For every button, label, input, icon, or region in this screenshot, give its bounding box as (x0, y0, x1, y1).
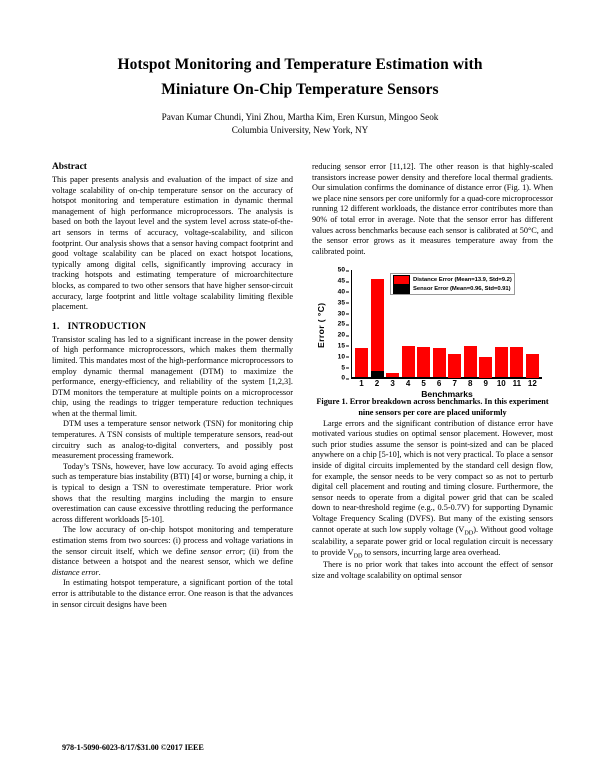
bar-segment-distance-error (495, 347, 508, 377)
p4-part-c: . (98, 567, 101, 577)
p4-part-a: The low accuracy of on-chip hotspot monitoring and temperature estimation stems from two sources: (i) process and voltage variations in the sensor circuit itself, which we define (52, 525, 293, 556)
two-column-body (0, 162, 600, 610)
intro-paragraph-1: Transistor scaling has led to a significant increase in the power density of high performance microprocessors, which makes them thermally limited. This mandates most of the high-performance microprocessors to employ dynamic thermal management (DTM) to maximize the performance, energy-efficiency, and reliability of the system [1,2,3]. DTM monitors the temperature at multiple points on a microprocessor chip, using the readings to trigger temperature reduction techniques when at the thermal limit. (52, 334, 293, 418)
chart-x-tick: 10 (496, 379, 506, 389)
chart-y-axis-ticks (328, 266, 348, 382)
title-block (0, 0, 600, 137)
affiliation: Columbia University, New York, NY (231, 125, 369, 136)
bar-segment-distance-error (433, 348, 446, 377)
bar-segment-sensor-error (495, 377, 508, 379)
chart-legend-item (393, 284, 512, 293)
chart-y-tick: 20 (337, 331, 345, 339)
intro-paragraph-5: In estimating hotspot temperature, a significant portion of the total error is attributable to the distance error. One reason is that the advances in sensor circuit designs have been (52, 578, 293, 609)
bar-segment-sensor-error (371, 371, 384, 379)
chart-x-tick: 11 (512, 379, 522, 389)
chart-plot-area (312, 264, 553, 400)
chart-y-tick: 15 (337, 342, 345, 350)
bar-segment-distance-error (479, 357, 492, 378)
bar-segment-distance-error (371, 279, 384, 371)
chart-x-axis-ticks (352, 379, 542, 388)
title-line-2: Miniature On-Chip Temperature Sensors (161, 81, 439, 99)
legend-label: Distance Error (Mean=13.9, Std=9.2) (413, 276, 512, 283)
chart-bar (526, 270, 539, 378)
bar-segment-distance-error (464, 346, 477, 376)
intro-paragraph-8: There is no prior work that takes into account the effect of sensor size and voltage scalability on optimal sensor (312, 560, 553, 580)
figure-caption: Figure 1. Error breakdown across benchmarks. In this experiment nine sensors per core are placed uniformly (316, 397, 549, 417)
figure-1 (312, 264, 553, 418)
p7-part-c: to sensors, incurring large area overhead. (362, 547, 501, 557)
chart-y-tick: 10 (337, 353, 345, 361)
chart-x-tick: 9 (483, 379, 488, 389)
bar-segment-sensor-error (510, 377, 523, 379)
right-column (312, 162, 553, 610)
bar-segment-distance-error (402, 346, 415, 376)
chart-x-axis-label: Benchmarks (421, 389, 473, 400)
chart-x-tick: 1 (359, 379, 364, 389)
section-number: 1. (52, 321, 60, 332)
bar-segment-sensor-error (433, 377, 446, 378)
chart-y-tick: 45 (337, 277, 345, 285)
chart-x-tick: 6 (436, 379, 442, 389)
bar-segment-distance-error (355, 348, 368, 377)
p4-italic-distance-error: distance error (52, 567, 99, 577)
bar-segment-sensor-error (355, 377, 368, 378)
author-list: Pavan Kumar Chundi, Yini Zhou, Martha Kim, Eren Kursun, Mingoo Seok (161, 112, 439, 123)
chart-legend-item (393, 275, 512, 284)
page-title (62, 52, 538, 102)
chart-x-tick: 2 (374, 379, 380, 389)
bar-segment-distance-error (526, 354, 539, 378)
bar-segment-sensor-error (386, 377, 399, 379)
chart-x-tick: 12 (527, 379, 537, 389)
bar-segment-distance-error (417, 347, 430, 377)
abstract-text: This paper presents analysis and evaluation of the impact of size and voltage scalability of on-chip temperature sensor on the accuracy of hotspot monitoring and temperature estimation in dynamic thermal management of high performance microprocessors. The analysis is based on both the layout level and the system level across state-of-the-art sensors in terms of accuracy, voltage-scalability, and silicon footprint. Our analysis shows that a sensor having compact footprint and good voltage scalability can be placed on exact hotspot locations, typically among digital cells, significantly improving accuracy in tracking hotspots and estimating temperature of microarchitecture blocks, as compared to two other sensors that have higher sensor-circuit accuracy, large footprint and little voltage scalability limiting flexible placement. (52, 175, 293, 312)
chart-x-tick: 7 (452, 379, 457, 389)
legend-label: Sensor Error (Mean=0.96, Std=0.91) (413, 285, 511, 292)
section-title: INTRODUCTION (67, 321, 147, 332)
chart-y-tick: 35 (337, 299, 345, 307)
intro-paragraph-4 (52, 525, 293, 578)
chart-y-tick: 40 (337, 288, 345, 296)
chart-x-tick: 8 (467, 379, 473, 389)
intro-paragraph-2: DTM uses a temperature sensor network (TSN) for monitoring chip temperatures. A TSN consists of multiple temperature sensors, read-out circuitry such as analog-to-digital converters, and possibly post measurement processing framework. (52, 419, 293, 461)
copyright-footer: 978-1-5090-6023-8/17/$31.00 ©2017 IEEE (62, 743, 204, 752)
chart-x-tick: 3 (390, 379, 395, 389)
bar-segment-sensor-error (448, 378, 461, 379)
chart-y-tick: 50 (337, 266, 345, 274)
chart-y-tick: 30 (337, 310, 345, 318)
p4-italic-sensor-error: sensor error (200, 546, 243, 556)
intro-paragraph-6: reducing sensor error [11,12]. The other reason is that highly-scaled transistors increase power density and therefore local thermal gradients. Our simulation confirms the dominance of distance error (Fig. 1). When we place nine sensors per core uniformly for a quad-core microprocessor running 12 different workloads, the distance error contributes more than 90% of total error in average. Note that the sensor error has different values across benchmarks because each sensor is calibrated at 50°C, and the sensor error grows as it measures temperature away from the calibrated point. (312, 162, 553, 256)
error-breakdown-chart (312, 264, 553, 400)
chart-x-tick: 5 (421, 379, 426, 389)
chart-y-tick: 25 (337, 320, 345, 328)
introduction-heading (52, 322, 293, 332)
chart-legend (390, 273, 515, 295)
bar-segment-sensor-error (417, 377, 430, 379)
chart-bar (355, 270, 368, 378)
title-line-1: Hotspot Monitoring and Temperature Estimation with (117, 56, 483, 73)
chart-y-tick: 5 (341, 364, 345, 372)
legend-color-swatch (393, 284, 410, 294)
chart-y-axis-label: Error ( °C) (316, 302, 326, 349)
bar-segment-distance-error (510, 347, 523, 376)
p7-subscript-vdd-2: DD (353, 552, 363, 560)
p7-subscript-vdd-1: DD (464, 529, 474, 537)
chart-bar (371, 270, 384, 378)
bar-segment-sensor-error (402, 377, 415, 379)
bar-segment-sensor-error (464, 377, 477, 379)
bar-segment-distance-error (448, 354, 461, 378)
chart-x-tick: 4 (405, 379, 411, 389)
left-column (52, 162, 293, 610)
intro-paragraph-7 (312, 419, 553, 561)
p7-part-b: ). Without good voltage scalability, a separate power grid or local regulation circuit is necessary to provide V (312, 524, 553, 557)
abstract-heading: Abstract (52, 162, 87, 172)
chart-y-tick: 0 (341, 374, 345, 382)
p7-part-a: Large errors and the significant contribution of distance error have motivated various studies on optimal sensor placement. However, most such prior studies assume the sensor is point-sized and can be placed anywhere on a chip [5-10], which is not very practical. To place a sensor inside of digital circuits implemented by the standard cell design flow, for example, the sensor needs to be very compact so as not to perturb digital cell placement and routing and timing closure. Furthermore, the sensor needs to operate from a digital power grid that can be scaled down to near-threshold regime (e.g., 0.5-0.7V) for supporting Dynamic Voltage Frequency Scaling (DVFS). But many of the existing sensors cannot operate at such low supply voltage (V (312, 418, 553, 534)
intro-paragraph-3: Today’s TSNs, however, have low accuracy. To avoid aging effects such as temperature bias instability (BTI) [4] or worse, burning a chip, it is typical to design a TSN to overestimate temperature. Prior work shows that the resulting margins including the margin to ensure overestimation can cause excessive throttling reducing the performance across different workloads [5-10]. (52, 461, 293, 524)
p4-part-b: ; (ii) from the distance between a hotspot and the nearest sensor, which we define (52, 546, 294, 567)
